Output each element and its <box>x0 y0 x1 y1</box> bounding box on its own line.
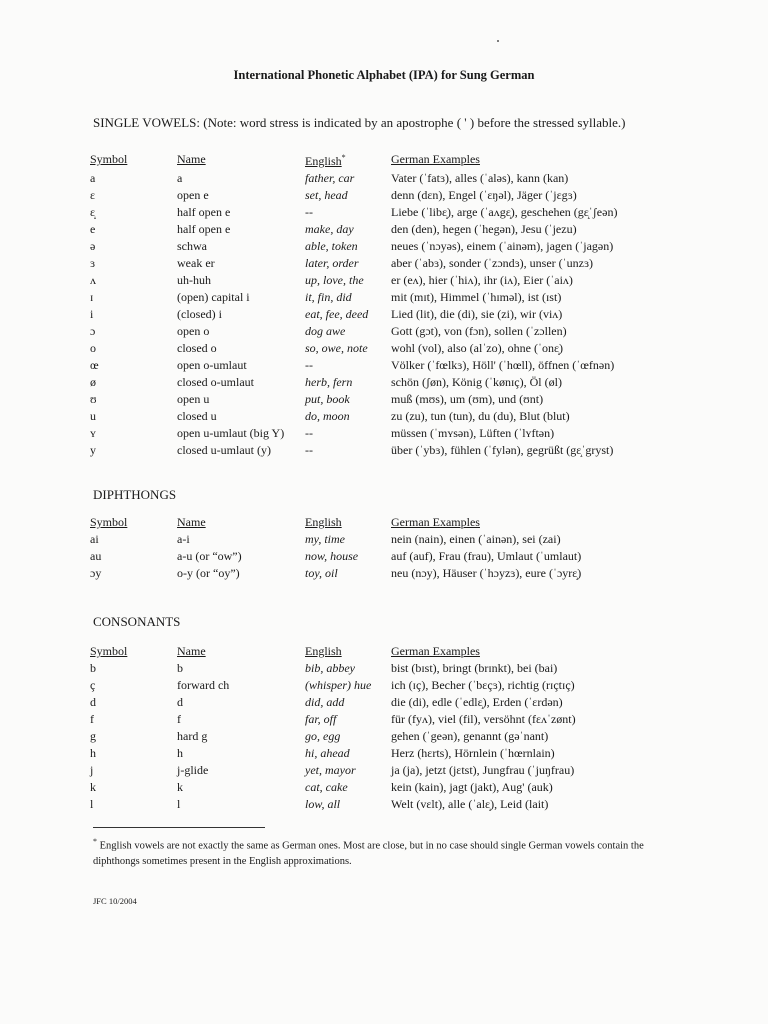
symbol-cell: j <box>90 763 94 777</box>
table-row <box>90 711 691 728</box>
footnote-text: English vowels are not exactly the same as German ones. Most are close, but in no case should single German vowels contain the diphthongs sometimes present in the English approximations. <box>93 840 644 867</box>
english-cell: do, moon <box>305 409 350 423</box>
vowels-table <box>90 149 691 459</box>
english-cell: eat, fee, deed <box>305 307 369 321</box>
table-row <box>90 221 691 238</box>
name-cell: weak er <box>177 256 215 270</box>
german-cell: ja (ja), jetzt (jɛtst), Jungfrau (ˈjuŋfrau) <box>391 763 575 777</box>
table-row <box>90 204 691 221</box>
single-vowels-note: SINGLE VOWELS: (Note: word stress is indicated by an apostrophe ( ' ) before the stressed syllable.) <box>93 115 626 130</box>
german-cell: neues (ˈnɔyəs), einem (ˈainəm), jagen (ˈjagən) <box>391 239 614 253</box>
german-cell: er (eʌ), hier (ˈhiʌ), ihr (iʌ), Eier (ˈaiʌ) <box>391 273 573 287</box>
german-cell: Vater (ˈfatɜ), alles (ˈaləs), kann (kan) <box>391 171 569 185</box>
english-cell: go, egg <box>305 729 341 743</box>
german-cell: Herz (hɛrts), Hörnlein (ˈhœrnlain) <box>391 746 555 760</box>
table-row <box>90 340 691 357</box>
name-cell: (open) capital i <box>177 290 250 304</box>
name-cell: k <box>177 780 183 794</box>
symbol-cell: ai <box>90 532 99 546</box>
name-cell: closed u-umlaut (y) <box>177 443 271 457</box>
table-row <box>90 728 691 745</box>
diphthongs-table <box>90 514 691 582</box>
name-cell: open u <box>177 392 210 406</box>
german-header: German Examples <box>391 152 480 166</box>
table-row <box>90 745 691 762</box>
table-row <box>90 694 691 711</box>
english-cell: did, add <box>305 695 345 709</box>
table-row <box>90 565 691 582</box>
symbol-cell: ç <box>90 678 96 692</box>
english-cell: -- <box>305 443 313 457</box>
name-cell: uh-huh <box>177 273 211 287</box>
english-cell: yet, mayor <box>305 763 356 777</box>
symbol-cell: œ <box>90 358 99 372</box>
name-cell: closed u <box>177 409 217 423</box>
german-cell: über (ˈybɜ), fühlen (ˈfylən), gegrüßt (gɛ̝ˈgryst) <box>391 443 614 457</box>
symbol-cell: ø <box>90 375 96 389</box>
german-cell: Liebe (ˈlibɛ̝), arge (ˈaʌgɛ̝), geschehen (gɛ̝ˈʃeən) <box>391 205 618 219</box>
page-title: International Phonetic Alphabet (IPA) for Sung German <box>233 68 535 82</box>
symbol-cell: a <box>90 171 96 185</box>
table-row <box>90 255 691 272</box>
name-cell: forward ch <box>177 678 230 692</box>
diphthongs-heading: DIPHTHONGS <box>93 487 177 502</box>
german-cell: müssen (ˈmʏsən), Lüften (ˈlʏftən) <box>391 426 555 440</box>
english-cell: father, car <box>305 171 355 185</box>
english-cell: toy, oil <box>305 566 338 580</box>
symbol-cell: h <box>90 746 96 760</box>
german-cell: wohl (vol), also (alˈzo), ohne (ˈonɛ̝) <box>391 341 563 355</box>
name-cell: hard g <box>177 729 208 743</box>
consonants-header-row <box>90 643 691 660</box>
english-cell: later, order <box>305 256 359 270</box>
symbol-cell: o <box>90 341 96 355</box>
name-cell: o-y (or “oy”) <box>177 566 240 580</box>
table-row <box>90 374 691 391</box>
table-row <box>90 425 691 442</box>
symbol-cell: e <box>90 222 96 236</box>
german-cell: neu (nɔy), Häuser (ˈhɔyzɜ), eure (ˈɔyrɛ̝) <box>391 566 582 580</box>
symbol-cell: ɛ <box>90 188 96 202</box>
german-cell: zu (zu), tun (tun), du (du), Blut (blut) <box>391 409 570 423</box>
symbol-cell: ɛ̝ <box>90 205 96 219</box>
symbol-cell: ʊ <box>90 392 97 406</box>
table-row <box>90 391 691 408</box>
name-cell: schwa <box>177 239 207 253</box>
symbol-cell: l <box>90 797 94 811</box>
german-cell: Völker (ˈfœlkɜ), Höll' (ˈhœll), öffnen (ˈœfnən) <box>391 358 615 372</box>
symbol-cell: y <box>90 443 96 457</box>
german-cell: muß (mʊs), um (ʊm), und (ʊnt) <box>391 392 544 406</box>
german-cell: mit (mɪt), Himmel (ˈhɪməl), ist (ɪst) <box>391 290 562 304</box>
english-header: English <box>305 515 342 529</box>
english-header <box>305 149 391 170</box>
english-cell: it, fin, did <box>305 290 352 304</box>
table-row <box>90 306 691 323</box>
table-row <box>90 779 691 796</box>
symbol-cell: ɪ <box>90 290 94 304</box>
symbol-cell: ɜ <box>90 256 96 270</box>
name-cell: closed o <box>177 341 217 355</box>
english-cell: put, book <box>305 392 350 406</box>
symbol-cell: g <box>90 729 96 743</box>
table-row <box>90 660 691 677</box>
table-row <box>90 272 691 289</box>
symbol-cell: k <box>90 780 96 794</box>
vowels-header-row <box>90 149 691 170</box>
english-cell: bib, abbey <box>305 661 355 675</box>
name-cell: a <box>177 171 183 185</box>
table-row <box>90 796 691 813</box>
german-cell: bist (bɪst), bringt (brɪnkt), bei (bai) <box>391 661 558 675</box>
footnote <box>93 834 653 869</box>
name-cell: closed o-umlaut <box>177 375 254 389</box>
english-cell: far, off <box>305 712 337 726</box>
table-row <box>90 357 691 374</box>
diphthongs-body <box>90 531 691 582</box>
footnote-divider <box>93 827 265 828</box>
german-cell: gehen (ˈgeən), genannt (gəˈnant) <box>391 729 549 743</box>
table-row <box>90 170 691 187</box>
table-row <box>90 187 691 204</box>
name-cell: open o-umlaut <box>177 358 247 372</box>
symbol-header: Symbol <box>90 152 128 166</box>
name-header: Name <box>177 644 206 658</box>
english-cell: cat, cake <box>305 780 348 794</box>
name-cell: half open e <box>177 205 231 219</box>
german-cell: die (di), edle (ˈedlɛ̝), Erden (ˈɛrdən) <box>391 695 563 709</box>
german-cell: kein (kain), jagt (jakt), Aug' (auk) <box>391 780 553 794</box>
english-cell: my, time <box>305 532 345 546</box>
symbol-cell: ɔy <box>90 566 102 580</box>
consonants-body <box>90 660 691 813</box>
english-cell: -- <box>305 358 313 372</box>
symbol-cell: i <box>90 307 94 321</box>
name-cell: a-u (or “ow”) <box>177 549 242 563</box>
symbol-header: Symbol <box>90 515 128 529</box>
diphthongs-header-row <box>90 514 691 531</box>
table-row <box>90 762 691 779</box>
consonants-table <box>90 643 691 813</box>
german-cell: den (den), hegen (ˈhegən), Jesu (ˈjezu) <box>391 222 577 236</box>
german-cell: denn (dɛn), Engel (ˈɛŋəl), Jäger (ˈjɛgɜ) <box>391 188 577 202</box>
english-cell: hi, ahead <box>305 746 350 760</box>
german-cell: Lied (lit), die (di), sie (zi), wir (viʌ) <box>391 307 563 321</box>
english-footnote-mark: * <box>341 153 346 162</box>
symbol-cell: d <box>90 695 96 709</box>
scan-speck <box>497 40 499 42</box>
name-cell: (closed) i <box>177 307 222 321</box>
symbol-cell: f <box>90 712 94 726</box>
symbol-cell: u <box>90 409 96 423</box>
english-cell: so, owe, note <box>305 341 368 355</box>
table-row <box>90 548 691 565</box>
symbol-cell: ʌ <box>90 273 96 287</box>
name-cell: open u-umlaut (big Y) <box>177 426 285 440</box>
symbol-cell: b <box>90 661 96 675</box>
symbol-cell: ə <box>90 239 96 253</box>
author-credit: JFC 10/2004 <box>93 896 137 906</box>
german-cell: Welt (vɛlt), alle (ˈalɛ̝), Leid (lait) <box>391 797 549 811</box>
table-row <box>90 442 691 459</box>
table-row <box>90 289 691 306</box>
symbol-cell: au <box>90 549 102 563</box>
german-cell: aber (ˈabɜ), sonder (ˈzɔndɜ), unser (ˈunzɜ) <box>391 256 594 270</box>
german-cell: ich (ɪç), Becher (ˈbɛçɜ), richtig (rɪçtɪç) <box>391 678 575 692</box>
symbol-cell: ɔ <box>90 324 96 338</box>
name-cell: half open e <box>177 222 231 236</box>
footnote-mark: * <box>93 837 97 846</box>
name-cell: h <box>177 746 183 760</box>
english-cell: able, token <box>305 239 358 253</box>
table-row <box>90 238 691 255</box>
english-cell: -- <box>305 205 313 219</box>
german-cell: nein (nain), einen (ˈainən), sei (zai) <box>391 532 561 546</box>
name-cell: b <box>177 661 183 675</box>
english-cell: herb, fern <box>305 375 353 389</box>
symbol-cell: ʏ <box>90 426 96 440</box>
table-row <box>90 677 691 694</box>
consonants-heading: CONSONANTS <box>93 614 181 629</box>
name-cell: open e <box>177 188 209 202</box>
name-header: Name <box>177 515 206 529</box>
english-cell: dog awe <box>305 324 346 338</box>
table-row <box>90 323 691 340</box>
german-cell: Gott (gɔt), von (fɔn), sollen (ˈzɔllen) <box>391 324 567 338</box>
name-cell: f <box>177 712 181 726</box>
german-cell: auf (auf), Frau (frau), Umlaut (ˈumlaut) <box>391 549 582 563</box>
english-cell: up, love, the <box>305 273 364 287</box>
table-row <box>90 408 691 425</box>
name-header: Name <box>177 152 206 166</box>
vowels-body <box>90 170 691 459</box>
name-cell: j-glide <box>177 763 209 777</box>
german-cell: für (fyʌ), viel (fil), versöhnt (fɛʌˈzønt) <box>391 712 576 726</box>
english-header-label: English <box>305 154 342 168</box>
english-header: English <box>305 644 342 658</box>
english-cell: now, house <box>305 549 359 563</box>
symbol-header: Symbol <box>90 644 128 658</box>
name-cell: d <box>177 695 183 709</box>
english-cell: make, day <box>305 222 354 236</box>
table-row <box>90 531 691 548</box>
english-cell: set, head <box>305 188 348 202</box>
english-cell: (whisper) hue <box>305 678 372 692</box>
name-cell: l <box>177 797 181 811</box>
english-cell: low, all <box>305 797 341 811</box>
name-cell: a-i <box>177 532 190 546</box>
german-header: German Examples <box>391 515 480 529</box>
german-header: German Examples <box>391 644 480 658</box>
english-cell: -- <box>305 426 313 440</box>
name-cell: open o <box>177 324 210 338</box>
german-cell: schön (ʃøn), König (ˈkønɪç), Öl (øl) <box>391 375 562 389</box>
